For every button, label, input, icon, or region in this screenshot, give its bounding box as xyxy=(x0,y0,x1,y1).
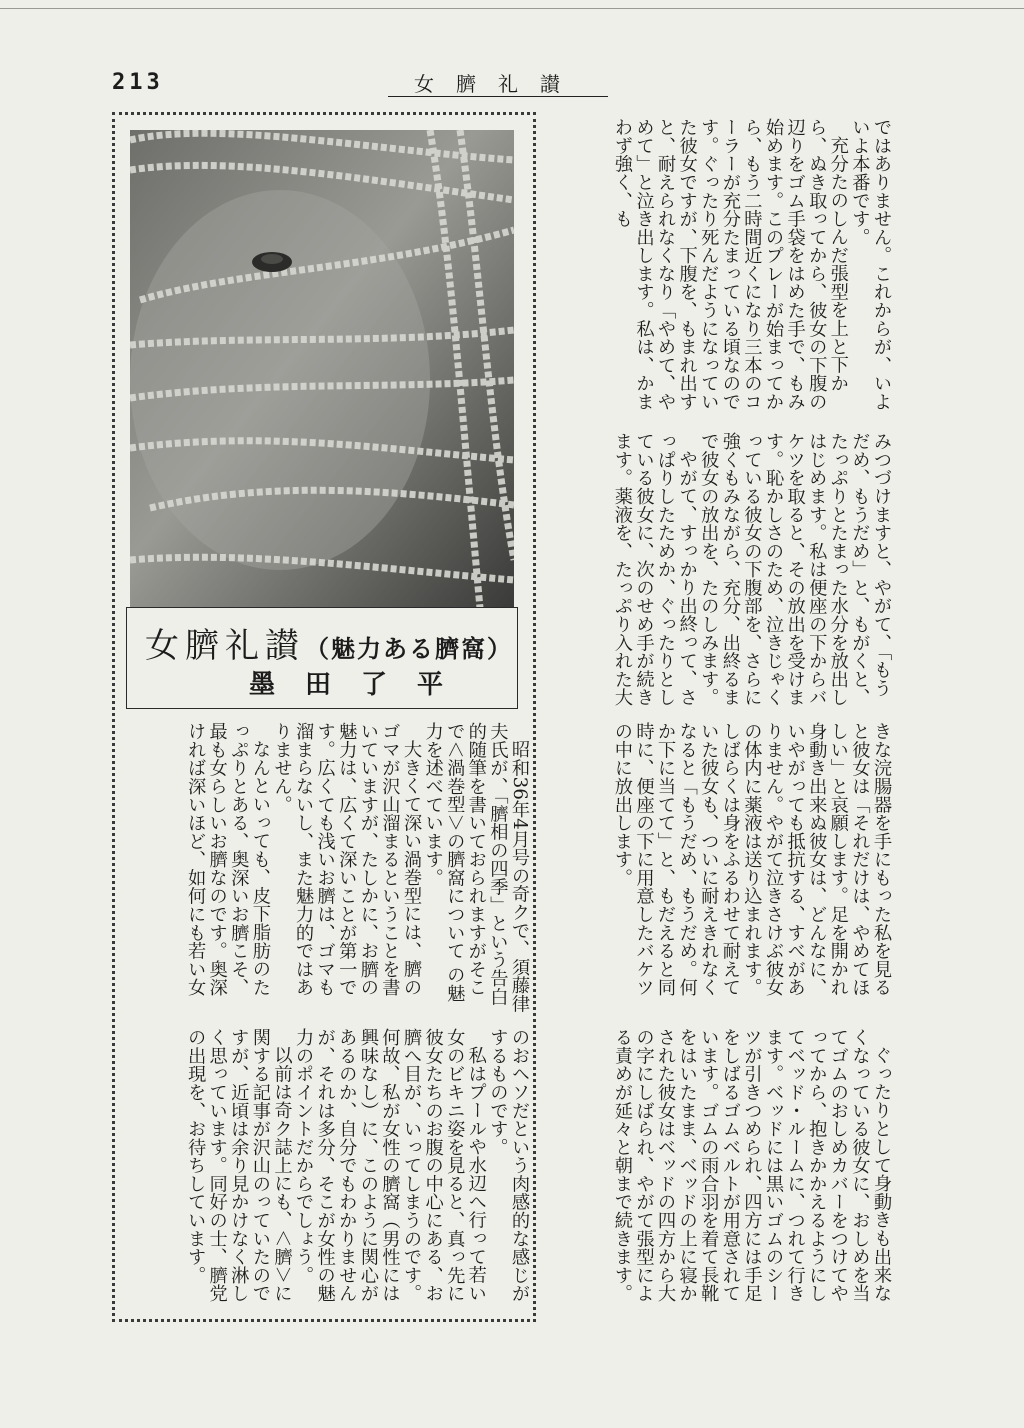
paragraph: みつづけますと、やがて、「もうだめ、もうだめ」と、もがくと、たっぷりとたまった水分を放出しはじめます。私は便座の下からバケツを取ると、その放出を受けます。恥かしさのため、泣きじゃくっている彼女の下腹部を、さらに強くもみながら、充分、出終るまで彼女の放出を、たのしみます。 xyxy=(698,432,892,707)
text-column-2 xyxy=(556,432,892,708)
text-column-3 xyxy=(556,722,892,1014)
text-column-1 xyxy=(556,118,892,420)
text-column-4 xyxy=(556,1028,892,1314)
paragraph: 大きくて深い渦巻型には、臍のゴマが沢山溜まるということを書いていますが、たしかに、お臍の魅力は、広くて深いことが第一です。広くても浅いお臍は、ゴマも溜まらないし、また魅力的ではありません。 xyxy=(271,722,423,997)
page-number: 213 xyxy=(112,70,164,95)
text-column-6 xyxy=(120,1028,530,1314)
paragraph: のおヘソだという肉感的な感じがするものです。 xyxy=(487,1028,530,1303)
running-title: 女臍礼讃 xyxy=(388,68,608,97)
paragraph: ではありません。これからが、いよいよ本番です。 xyxy=(849,118,892,411)
paragraph: なんといっても、皮下脂肪のたっぷりとある、奥深いお臍こそ、最も女らしいお臍なのです。奥深ければ深いほど、如何にも若い女 xyxy=(185,722,271,997)
paragraph: 以前は奇ク誌上にも、＜臍＞に関する記事が沢山のっていたのですが、近頃は余り見かけなく淋しく思っています。同好の士、臍党の出現を、お待ちしています。 xyxy=(185,1028,293,1303)
rope-photo-illustration xyxy=(130,130,514,608)
paragraph: やがて、すっかり出終って、さっぱりしたためか、ぐったりとしている彼女に、次のせめ手が続きます。薬液を、たっぷり入れた大 xyxy=(611,432,698,707)
rope-photo xyxy=(130,130,514,608)
text-column-5 xyxy=(120,722,530,1014)
article-author: 墨田了平 xyxy=(248,670,473,700)
article-subtitle: （魅力ある臍窩） xyxy=(305,634,513,663)
top-edge-rule xyxy=(0,8,1024,9)
article-title-text: 女臍礼讃 xyxy=(145,626,305,666)
paragraph: ぐったりとして身動きも出来なくなっている彼女に、おしめを当てゴムのおしめカバーをつけてやってから、抱きかかえるようにしてベッド・ルームに、つれて行きます。ベッドには黒いゴムのシーツが引きつめられ、四方には手足をしばるゴムベルトが用意されています。ゴムの雨合羽を着て長靴をはいたまま、ベッドの上に寝かされた彼女はベッドの四方から大の字にしばられ、やがて張型による責めが延々と朝まで続きます。 xyxy=(611,1028,892,1303)
article-title xyxy=(145,618,513,667)
paragraph: 充分たのしんだ張型を上と下から、ぬき取ってから、彼女の下腹の辺りをゴム手袋をはめた手で、もみ始めます。このプレーが始まってから、もう二時間近くになり三本のコーラーが充分たまっている頃なのです。ぐったり死んだようになっていた彼女ですが、下腹を、もまれ出すと、耐えられなくなり「やめて、やめて」と泣き出します。私は、かまわず強く、も xyxy=(611,118,849,411)
paragraph: 昭和36年4月号の奇クで、須藤律夫氏が、「臍相の四季」という告白的随筆を書いておられますがそこで＜渦巻型＞の臍窩について の魅力を述べています。 xyxy=(422,722,530,1013)
paragraph: きな浣腸器を手にもった私を見ると彼女は「それだけは、やめてほしい」と哀願します。足を開かれ身動き出来ぬ彼女は、どんなに、いやがっても抵抗する、すべがありません。やがて泣きさけぶ彼女の体内に薬液は送り込まれます。しばらくは身をふるわせて耐えていた彼女も、ついに耐えきれなくなると「もうだめ、もうだめ。何か下に当てて」と、もだえると同時に、便座の下に用意したバケツの中に放出します。 xyxy=(611,722,892,997)
article-title-box xyxy=(126,607,518,709)
paragraph: 私はプールや水辺へ行って若い女のビキニ姿を見ると、真っ先に彼女たちのお腹の中心にある、お臍へ目が、いってしまうのです。何故、私が女性の臍窩（男性には興味なし）に、このように関心があるのか、自分でもわかりませんが、それは多分、そこが女性の魅力のポイントだからでしょう。 xyxy=(293,1028,487,1303)
